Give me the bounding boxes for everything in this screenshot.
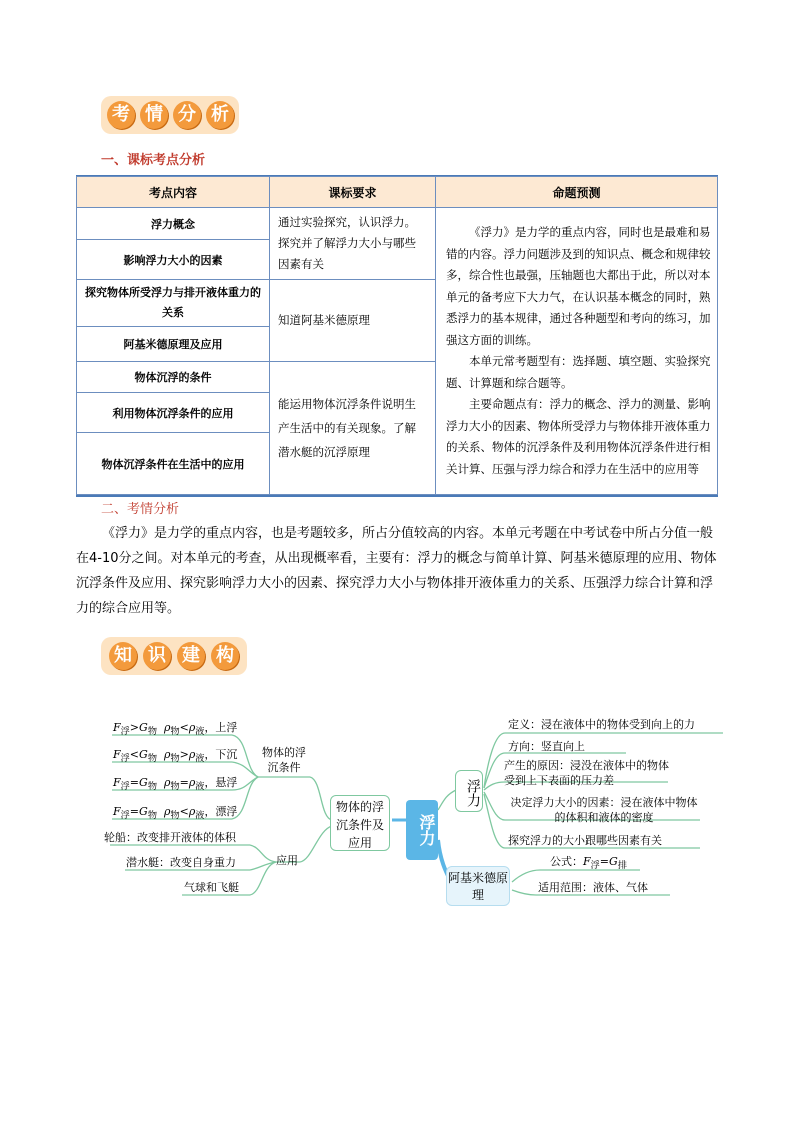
table-cell: 能运用物体沉浮条件说明生产生活中的有关现象。了解潜水艇的沉浮原理: [270, 362, 436, 495]
banner-char: 析: [206, 101, 234, 129]
banner-char: 建: [177, 642, 205, 670]
table-header: 课标要求: [270, 177, 436, 208]
application-item: 气球和飞艇: [184, 881, 239, 894]
section-title: 二、考情分析: [101, 502, 180, 517]
buoyancy-item: 产生的原因：浸没在液体中的物体受到上下表面的压力差: [504, 759, 669, 787]
condition-row: $F_浮>G_物$ $\rho_物<\rho_液$，上浮: [113, 721, 238, 738]
table-cell: 物体沉浮的条件: [77, 362, 270, 393]
banner-char: 识: [143, 642, 171, 670]
application-item: 潜水艇：改变自身重力: [126, 856, 236, 869]
table-cell: 利用物体沉浮条件的应用: [77, 393, 270, 433]
application-item: 轮船：改变排开液体的体积: [104, 831, 236, 844]
buoyancy-node: 浮力: [455, 770, 483, 812]
buoyancy-item: 探究浮力的大小跟哪些因素有关: [508, 834, 662, 847]
archimedes-formula: 公式：$F_浮=G_排$: [550, 855, 627, 872]
banner-char: 分: [173, 101, 201, 129]
section-title: 一、课标考点分析: [101, 153, 206, 168]
table-cell: 阿基米德原理及应用: [77, 327, 270, 362]
prediction-para: 主要命题点有：浮力的概念、浮力的测量、影响浮力大小的因素、物体所受浮力与物体排开液体重力的关系、物体的沉浮条件及利用物体沉浮条件进行相关计算、压强与浮力综合和浮力在生活中的应用等: [446, 397, 711, 476]
buoyancy-item: 方向：竖直向上: [508, 740, 585, 753]
condition-row: $F_浮=G_物$ $\rho_物=\rho_液$，悬浮: [113, 776, 238, 793]
analysis-paragraph: 《浮力》是力学的重点内容，也是考题较多，所占分值较高的内容。本单元考题在中考试卷中所占分值一般在4-10分之间。对本单元的考查，从出现概率看，主要有：浮力的概念与简单计算、阿基米德原理的应用、物体沉浮条件及应用、探究影响浮力大小的因素、探究浮力大小与物体排开液体重力的关系、压强浮力综合计算和浮力的综合应用等。: [76, 526, 717, 616]
table-header: 考点内容: [77, 177, 270, 208]
archimedes-node: 阿基米德原理: [446, 866, 510, 906]
condition-row: $F_浮=G_物$ $\rho_物<\rho_液$，漂浮: [113, 805, 238, 822]
table-cell: 物体沉浮条件在生活中的应用: [77, 433, 270, 495]
condition-label: 物体的浮沉条件: [262, 746, 306, 774]
float-sink-node: 物体的浮沉条件及应用: [330, 795, 390, 851]
banner-char: 知: [109, 642, 137, 670]
prediction-para: 本单元常考题型有：选择题、填空题、实验探究题、计算题和综合题等。: [446, 354, 711, 390]
table-cell: 影响浮力大小的因素: [77, 240, 270, 280]
banner-char: 考: [107, 101, 135, 129]
prediction-para: 《浮力》是力学的重点内容，同时也是最难和易错的内容。浮力问题涉及到的知识点、概念和规律较多，综合性也最强，压轴题也大都出于此，所以对本单元的备考应下大力气，在认识基本概念的同时，熟悉浮力的基本规律，通过各种题型和考向的练习，加强这方面的训练。: [446, 225, 711, 347]
archimedes-scope: 适用范围：液体、气体: [538, 881, 648, 894]
center-node: 浮力: [406, 800, 438, 860]
table-cell: 通过实验探究，认识浮力。探究并了解浮力大小与哪些因素有关: [270, 208, 436, 280]
banner-char: 构: [211, 642, 239, 670]
condition-row: $F_浮<G_物$ $\rho_物>\rho_液$，下沉: [113, 748, 238, 765]
buoyancy-item: 定义：浸在液体中的物体受到向上的力: [508, 718, 695, 731]
table-cell: 探究物体所受浮力与排开液体重力的关系: [77, 280, 270, 327]
application-label: 应用: [276, 854, 298, 867]
banner-char: 情: [140, 101, 168, 129]
buoyancy-item: 决定浮力大小的因素：浸在液体中物体的体积和液体的密度: [510, 796, 698, 824]
table-cell: 知道阿基米德原理: [270, 280, 436, 362]
table-header: 命题预测: [436, 177, 718, 208]
table-cell: 浮力概念: [77, 208, 270, 240]
